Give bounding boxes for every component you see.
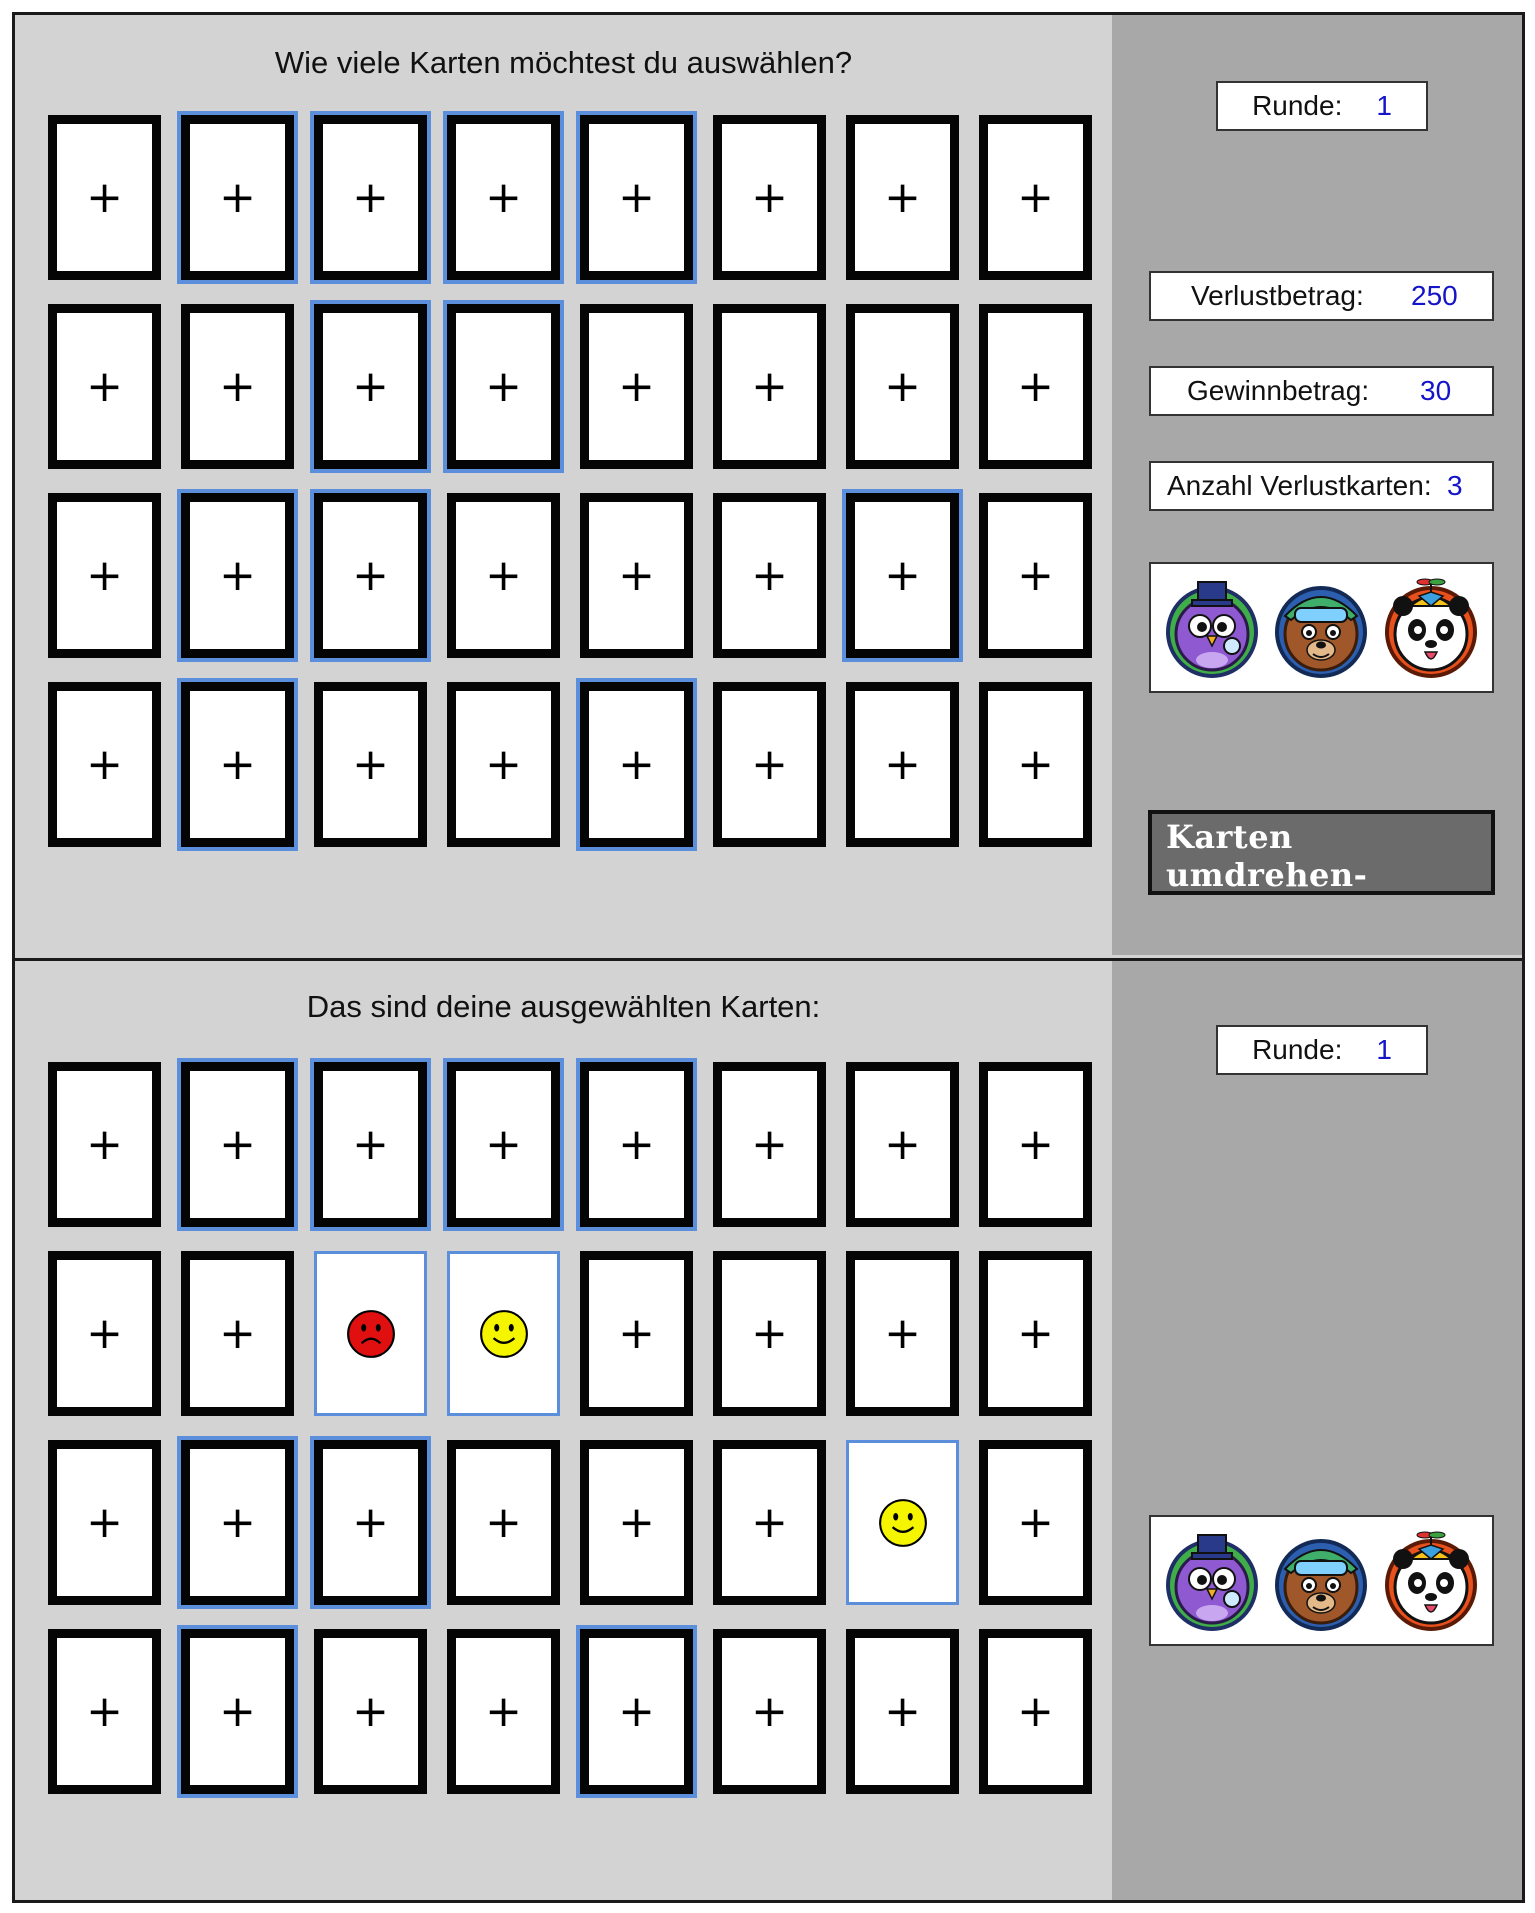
info-sidebar (1112, 961, 1525, 1903)
card-selected[interactable] (181, 1440, 294, 1605)
card[interactable] (713, 1629, 826, 1794)
card[interactable] (713, 1251, 826, 1416)
card[interactable] (314, 1629, 427, 1794)
card[interactable] (979, 682, 1092, 847)
plus-icon: + (618, 738, 655, 790)
panda-avatar-icon (1381, 576, 1481, 680)
plus-icon: + (485, 549, 522, 601)
plus-icon: + (1017, 171, 1054, 223)
card-selected[interactable] (181, 1629, 294, 1794)
card-selected[interactable] (314, 493, 427, 658)
plus-icon: + (352, 1118, 389, 1170)
card[interactable] (48, 1251, 161, 1416)
card[interactable] (846, 304, 959, 469)
plus-icon: + (618, 1496, 655, 1548)
card-selected[interactable] (314, 115, 427, 280)
plus-icon: + (751, 738, 788, 790)
card[interactable] (580, 304, 693, 469)
plus-icon: + (352, 549, 389, 601)
card[interactable] (314, 682, 427, 847)
card-selected[interactable] (447, 1062, 560, 1227)
sad-face-icon (345, 1308, 397, 1360)
happy-face-icon (478, 1308, 530, 1360)
card[interactable] (713, 682, 826, 847)
card[interactable] (48, 304, 161, 469)
plus-icon: + (219, 1496, 256, 1548)
plus-icon: + (86, 1685, 123, 1737)
card-revealed-gain[interactable] (846, 1440, 959, 1605)
plus-icon: + (1017, 1685, 1054, 1737)
plus-icon: + (884, 360, 921, 412)
plus-icon: + (751, 1496, 788, 1548)
card-selected[interactable] (314, 1062, 427, 1227)
card-selected[interactable] (447, 304, 560, 469)
card[interactable] (713, 493, 826, 658)
plus-icon: + (1017, 738, 1054, 790)
owl-avatar-icon (1162, 576, 1262, 680)
result-panel (15, 961, 1522, 1903)
plus-icon: + (884, 549, 921, 601)
loss-amount-value: 250 (1411, 280, 1458, 311)
plus-icon: + (485, 171, 522, 223)
card-selected[interactable] (181, 493, 294, 658)
plus-icon: + (86, 1118, 123, 1170)
plus-icon: + (1017, 1496, 1054, 1548)
card[interactable] (48, 115, 161, 280)
card[interactable] (48, 493, 161, 658)
plus-icon: + (219, 171, 256, 223)
plus-icon: + (1017, 360, 1054, 412)
card[interactable] (48, 682, 161, 847)
plus-icon: + (219, 1685, 256, 1737)
result-prompt: Das sind deine ausgewählten Karten: (306, 989, 821, 1024)
plus-icon: + (884, 1118, 921, 1170)
plus-icon: + (219, 549, 256, 601)
plus-icon: + (618, 360, 655, 412)
card[interactable] (447, 1629, 560, 1794)
card-selected[interactable] (181, 115, 294, 280)
card[interactable] (979, 115, 1092, 280)
plus-icon: + (751, 549, 788, 601)
plus-icon: + (86, 360, 123, 412)
card-area (15, 15, 1112, 955)
loss-card-count-box (1149, 461, 1494, 511)
plus-icon: + (884, 1685, 921, 1737)
card-selected[interactable] (846, 493, 959, 658)
card[interactable] (447, 1440, 560, 1605)
selection-prompt: Wie viele Karten möchtest du auswählen? (274, 45, 853, 80)
plus-icon: + (219, 1307, 256, 1359)
plus-icon: + (485, 1118, 522, 1170)
card[interactable] (48, 1629, 161, 1794)
plus-icon: + (751, 1685, 788, 1737)
plus-icon: + (86, 549, 123, 601)
plus-icon: + (352, 171, 389, 223)
card-selected[interactable] (447, 115, 560, 280)
card[interactable] (979, 493, 1092, 658)
card[interactable] (447, 493, 560, 658)
loss-amount-label: Verlustbetrag: (1191, 280, 1364, 311)
card[interactable] (181, 304, 294, 469)
card-grid (48, 1062, 1092, 1794)
plus-icon: + (86, 738, 123, 790)
plus-icon: + (751, 1307, 788, 1359)
plus-icon: + (1017, 1118, 1054, 1170)
loss-amount-box (1149, 271, 1494, 321)
plus-icon: + (352, 1496, 389, 1548)
card[interactable] (846, 115, 959, 280)
card[interactable] (48, 1062, 161, 1227)
gain-amount-value: 30 (1420, 375, 1452, 406)
card-grid (48, 115, 1092, 847)
card[interactable] (713, 1440, 826, 1605)
card-selected[interactable] (181, 1062, 294, 1227)
card[interactable] (580, 1440, 693, 1605)
card-selected[interactable] (580, 1629, 693, 1794)
avatars-panel (1149, 562, 1494, 693)
bear-avatar-icon (1271, 576, 1371, 680)
plus-icon: + (618, 549, 655, 601)
round-label: Runde: (1252, 90, 1343, 121)
round-value: 1 (1376, 1034, 1392, 1065)
gain-amount-box (1149, 366, 1494, 416)
info-sidebar (1112, 15, 1525, 955)
plus-icon: + (1017, 549, 1054, 601)
round-box (1216, 81, 1428, 131)
plus-icon: + (352, 360, 389, 412)
plus-icon: + (219, 360, 256, 412)
selection-panel (15, 15, 1522, 955)
panda-avatar-icon (1381, 1529, 1481, 1633)
card[interactable] (979, 1440, 1092, 1605)
card[interactable] (846, 682, 959, 847)
card[interactable] (580, 493, 693, 658)
flip-cards-button[interactable]: Karten umdrehen- (1148, 810, 1495, 895)
card[interactable] (979, 304, 1092, 469)
round-box (1216, 1025, 1428, 1075)
game-window (12, 12, 1525, 1903)
card[interactable] (713, 115, 826, 280)
card-selected[interactable] (580, 682, 693, 847)
plus-icon: + (884, 171, 921, 223)
card[interactable] (846, 1062, 959, 1227)
plus-icon: + (352, 738, 389, 790)
card-selected[interactable] (314, 1440, 427, 1605)
plus-icon: + (618, 171, 655, 223)
card[interactable] (580, 1251, 693, 1416)
card[interactable] (713, 1062, 826, 1227)
card[interactable] (713, 304, 826, 469)
card[interactable] (979, 1062, 1092, 1227)
card[interactable] (48, 1440, 161, 1605)
card[interactable] (181, 1251, 294, 1416)
avatars-panel (1149, 1515, 1494, 1646)
round-label: Runde: (1252, 1034, 1343, 1065)
plus-icon: + (884, 738, 921, 790)
card[interactable] (979, 1251, 1092, 1416)
happy-face-icon (877, 1497, 929, 1549)
plus-icon: + (86, 171, 123, 223)
card-selected[interactable] (580, 1062, 693, 1227)
plus-icon: + (1017, 1307, 1054, 1359)
gain-amount-label: Gewinnbetrag: (1187, 375, 1370, 406)
plus-icon: + (751, 171, 788, 223)
plus-icon: + (884, 1307, 921, 1359)
card[interactable] (447, 682, 560, 847)
plus-icon: + (618, 1685, 655, 1737)
card-selected[interactable] (580, 115, 693, 280)
plus-icon: + (618, 1118, 655, 1170)
bear-avatar-icon (1271, 1529, 1371, 1633)
plus-icon: + (86, 1307, 123, 1359)
plus-icon: + (485, 1685, 522, 1737)
card-area (15, 961, 1112, 1903)
plus-icon: + (618, 1307, 655, 1359)
plus-icon: + (485, 1496, 522, 1548)
card-revealed-gain[interactable] (447, 1251, 560, 1416)
plus-icon: + (485, 738, 522, 790)
owl-avatar-icon (1162, 1529, 1262, 1633)
loss-card-count-label: Anzahl Verlustkarten: (1167, 470, 1432, 501)
card-selected[interactable] (181, 682, 294, 847)
plus-icon: + (86, 1496, 123, 1548)
card-selected[interactable] (314, 304, 427, 469)
loss-card-count-value: 3 (1447, 470, 1463, 501)
plus-icon: + (352, 1685, 389, 1737)
card[interactable] (846, 1629, 959, 1794)
card-revealed-loss[interactable] (314, 1251, 427, 1416)
round-value: 1 (1376, 90, 1392, 121)
plus-icon: + (219, 738, 256, 790)
plus-icon: + (219, 1118, 256, 1170)
card[interactable] (846, 1251, 959, 1416)
plus-icon: + (485, 360, 522, 412)
plus-icon: + (751, 360, 788, 412)
plus-icon: + (751, 1118, 788, 1170)
card[interactable] (979, 1629, 1092, 1794)
